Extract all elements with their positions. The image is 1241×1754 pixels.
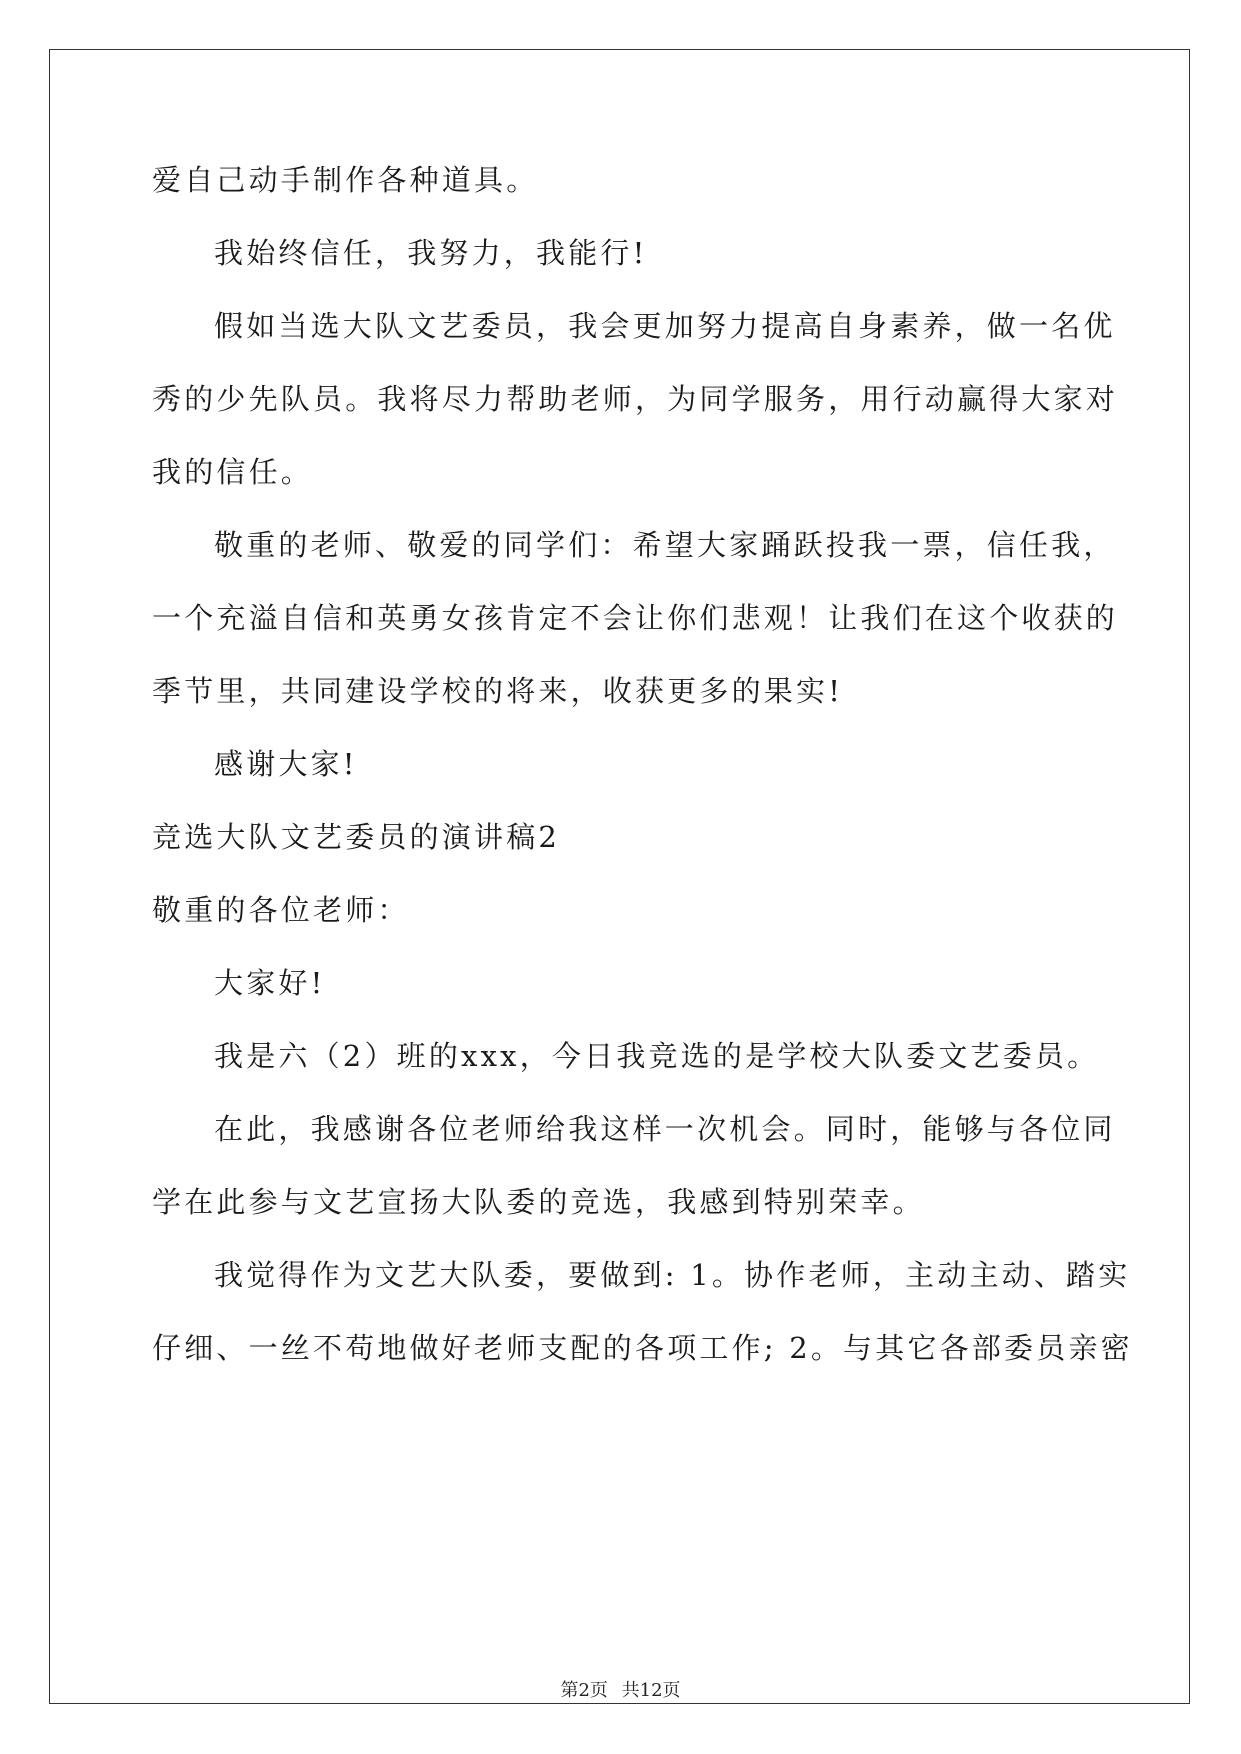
paragraph-line: 在此，我感谢各位老师给我这样一次机会。同时，能够与各位同 bbox=[214, 1112, 1116, 1146]
paragraph-line: 我觉得作为文艺大队委，要做到: 1。协作老师，主动主动、踏实 bbox=[214, 1258, 1131, 1292]
paragraph-line: 季节里，共同建设学校的将来，收获更多的果实! bbox=[152, 674, 844, 708]
paragraph-line: 我始终信任，我努力，我能行! bbox=[214, 236, 648, 270]
salutation: 敬重的各位老师： bbox=[152, 893, 410, 927]
paragraph-line: 假如当选大队文艺委员，我会更加努力提高自身素养，做一名优 bbox=[214, 309, 1116, 343]
paragraph-line: 感谢大家! bbox=[214, 747, 358, 781]
paragraph-line: 大家好! bbox=[214, 966, 326, 1000]
paragraph-line: 一个充溢自信和英勇女孩肯定不会让你们悲观！让我们在这个收获的 bbox=[152, 601, 1119, 635]
page-footer bbox=[0, 1676, 1241, 1702]
paragraph-line: 秀的少先队员。我将尽力帮助老师，为同学服务，用行动赢得大家对 bbox=[152, 382, 1119, 416]
paragraph-line: 爱自己动手制作各种道具。 bbox=[152, 163, 539, 197]
paragraph-line: 学在此参与文艺宣扬大队委的竞选，我感到特别荣幸。 bbox=[152, 1185, 925, 1219]
paragraph-line: 仔细、一丝不苟地做好老师支配的各项工作; 2。与其它各部委员亲密 bbox=[152, 1331, 1133, 1365]
page-number: 第2页 bbox=[560, 1680, 608, 1701]
page-frame bbox=[49, 49, 1190, 1704]
paragraph-line: 我的信任。 bbox=[152, 455, 314, 489]
paragraph-line: 敬重的老师、敬爱的同学们：希望大家踊跃投我一票，信任我， bbox=[214, 528, 1116, 562]
paragraph-line: 我是六（2）班的xxx，今日我竞选的是学校大队委文艺委员。 bbox=[214, 1039, 1100, 1073]
section-heading: 竞选大队文艺委员的演讲稿2 bbox=[152, 820, 561, 854]
total-pages: 共12页 bbox=[621, 1680, 681, 1701]
